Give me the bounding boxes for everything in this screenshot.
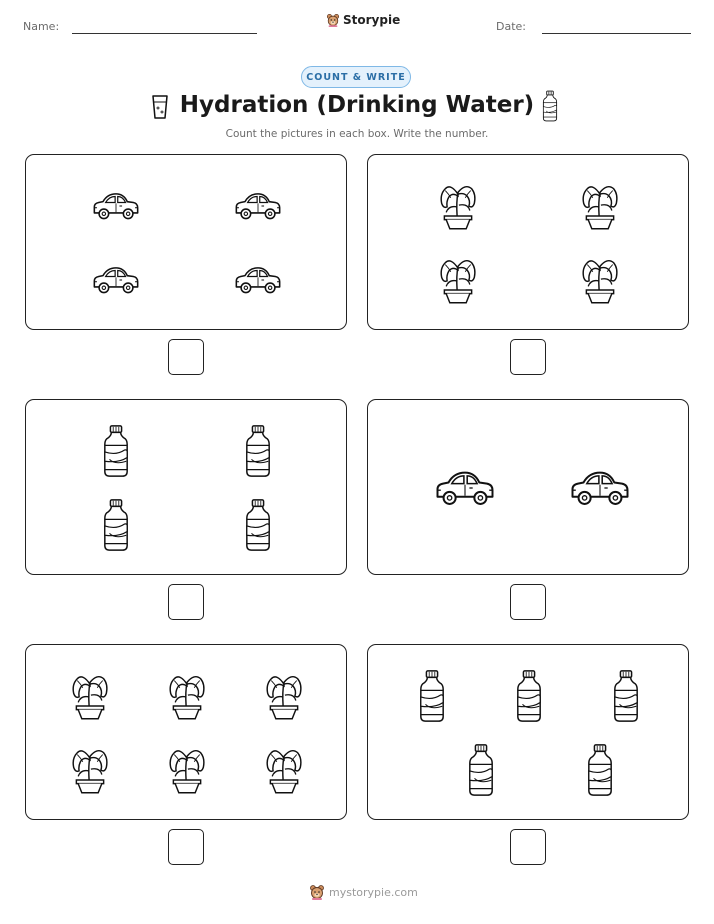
wilted-plant-icon	[580, 255, 620, 305]
counting-panel	[25, 399, 347, 575]
water-bottle-icon	[515, 669, 543, 723]
water-bottle-icon	[244, 424, 272, 478]
answer-box[interactable]	[510, 584, 546, 620]
answer-box[interactable]	[510, 339, 546, 375]
date-line[interactable]	[542, 33, 691, 34]
wilted-plant-icon	[70, 745, 110, 795]
water-bottle-icon	[102, 498, 130, 552]
bear-mascot-icon	[326, 13, 340, 27]
water-bottle-icon	[102, 424, 130, 478]
date-label: Date:	[496, 20, 526, 33]
water-bottle-icon	[612, 669, 640, 723]
page-title: Hydration (Drinking Water)	[179, 92, 535, 118]
water-bottle-icon	[418, 669, 446, 723]
wilted-plant-icon	[438, 181, 478, 231]
water-bottle-icon	[541, 90, 559, 122]
wilted-plant-icon	[264, 671, 304, 721]
car-icon	[232, 191, 284, 221]
counting-panel	[25, 644, 347, 820]
counting-panel	[367, 399, 689, 575]
water-bottle-icon	[467, 743, 495, 797]
answer-box[interactable]	[168, 829, 204, 865]
water-bottle-icon	[244, 498, 272, 552]
brand-name: Storypie	[343, 13, 401, 27]
answer-box[interactable]	[168, 584, 204, 620]
car-icon	[432, 469, 498, 507]
footer	[309, 884, 418, 900]
water-bottle-icon	[586, 743, 614, 797]
bear-mascot-icon	[309, 884, 325, 900]
wilted-plant-icon	[438, 255, 478, 305]
instructions: Count the pictures in each box. Write the number.	[225, 128, 489, 140]
wilted-plant-icon	[580, 181, 620, 231]
answer-box[interactable]	[168, 339, 204, 375]
car-icon	[232, 265, 284, 295]
footer-url: mystorypie.com	[329, 885, 418, 899]
car-icon	[90, 191, 142, 221]
car-icon	[90, 265, 142, 295]
answer-box[interactable]	[510, 829, 546, 865]
wilted-plant-icon	[70, 671, 110, 721]
counting-panel	[367, 644, 689, 820]
wilted-plant-icon	[167, 745, 207, 795]
counting-panel	[367, 154, 689, 330]
wilted-plant-icon	[264, 745, 304, 795]
counting-panel	[25, 154, 347, 330]
car-icon	[567, 469, 633, 507]
name-label: Name:	[23, 20, 60, 33]
brand-logo	[326, 13, 400, 27]
activity-badge: COUNT & WRITE	[301, 66, 411, 88]
name-line[interactable]	[72, 33, 257, 34]
wilted-plant-icon	[167, 671, 207, 721]
